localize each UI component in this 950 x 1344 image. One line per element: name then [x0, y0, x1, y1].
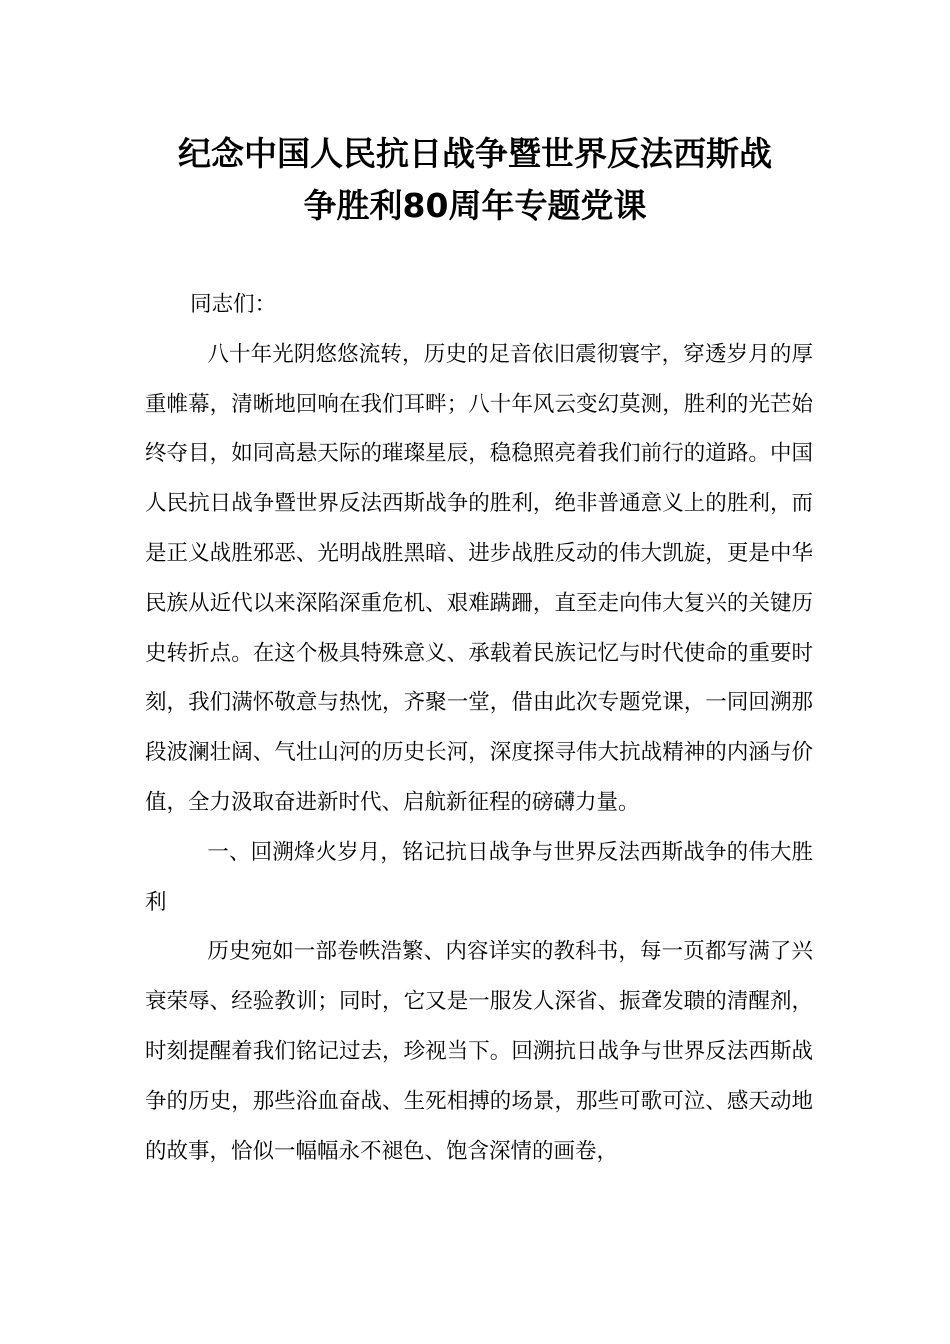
paragraph-intro: 八十年光阴悠悠流转，历史的足音依旧震彻寰宇，穿透岁月的厚重帷幕，清晰地回响在我们耳畔；八十年风云变幻莫测，胜利的光芒始终夺目，如同高悬天际的璀璨星辰，稳稳照亮着我们前行的道路。中国人民抗日战争暨世界反法西斯战争的胜利，绝非普通意义上的胜利，而是正义战胜邪恶、光明战胜黑暗、进步战胜反动的伟大凯旋，更是中华民族从近代以来深陷深重危机、艰难蹒跚，直至走向伟大复兴的关键历史转折点。在这个极具特殊意义、承载着民族记忆与时代使命的重要时刻，我们满怀敬意与热忱，齐聚一堂，借由此次专题党课，一同回溯那段波澜壮阔、气壮山河的历史长河，深度探寻伟大抗战精神的内涵与价值，全力汲取奋进新时代、启航新征程的磅礴力量。	[145, 341, 813, 815]
salutation: 同志们：	[190, 292, 277, 317]
title-line-1: 纪念中国人民抗日战争暨世界反法西斯战	[178, 134, 772, 173]
document-title	[0, 128, 950, 232]
paragraph-history: 历史宛如一部卷帙浩繁、内容详实的教科书，每一页都写满了兴衰荣辱、经验教训；同时，它又是一服发人深省、振聋发聩的清醒剂，时刻提醒着我们铭记过去，珍视当下。回溯抗日战争与世界反法西斯战争的历史，那些浴血奋战、生死相搏的场景，那些可歌可泣、感天动地的故事，恰似一幅幅永不褪色、饱含深情的画卷，	[145, 939, 813, 1164]
document-body	[145, 280, 813, 1176]
section-heading-1: 一、回溯烽火岁月，铭记抗日战争与世界反法西斯战争的伟大胜利	[145, 839, 813, 915]
title-line-2: 争胜利80周年专题党课	[303, 186, 647, 225]
